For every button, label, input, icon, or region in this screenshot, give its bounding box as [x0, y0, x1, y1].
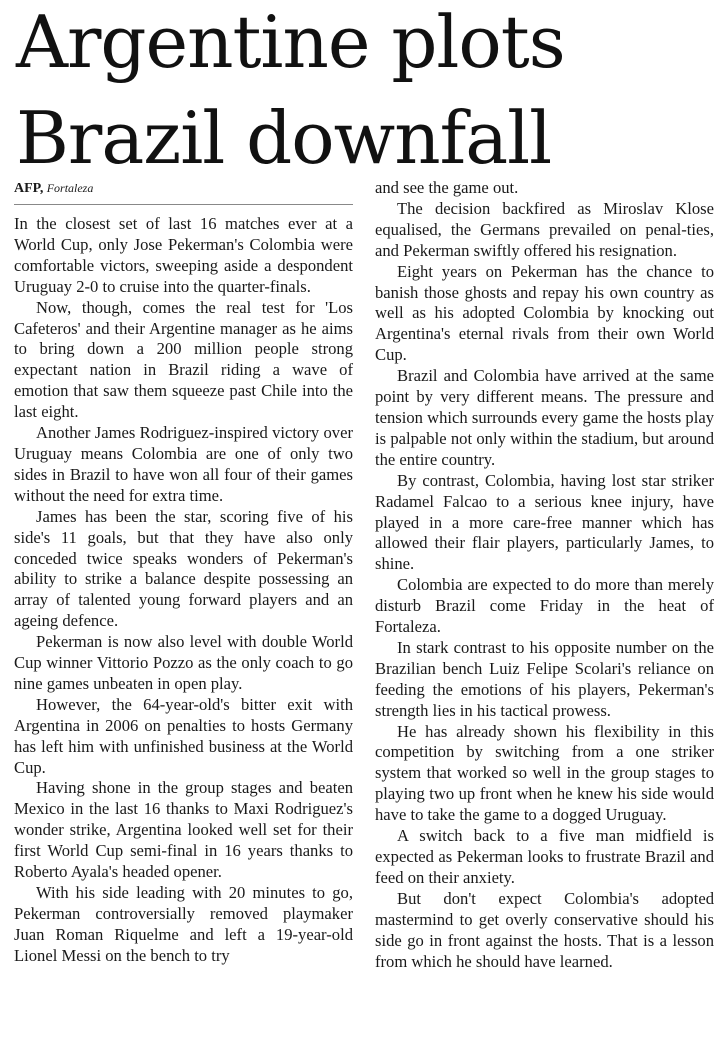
paragraph: A switch back to a five man midfield is expected as Pekerman looks to frustrate Brazil and feed on their anxiety. [375, 826, 714, 887]
paragraph: The decision backfired as Miroslav Klose equalised, the Germans prevailed on penal-ties, and Pekerman swiftly offered his resignation. [375, 198, 714, 260]
paragraph: Eight years on Pekerman has the chance to banish those ghosts and repay his own country as well as his adopted Colombia by knocking out Argentina's eternal rivals from their own World Cup. [375, 261, 714, 365]
byline [14, 180, 353, 205]
headline [16, 0, 716, 186]
headline-line-2: Brazil downfall [16, 96, 552, 180]
article-column-right [375, 178, 714, 972]
paragraph: Pekerman is now also level with double World Cup winner Vittorio Pozzo as the only coach to go nine games unbeaten in open play. [14, 632, 353, 693]
paragraph: However, the 64-year-old's bitter exit with Argentina in 2006 on penalties to hosts Germany has left him with unfinished business at the World Cup. [14, 694, 353, 777]
paragraph: James has been the star, scoring five of his side's 11 goals, but that they have also only conceded twice speaks wonders of Pekerman's ability to strike a balance despite possessing an array of talented young forward players and an ageing defence. [14, 506, 353, 631]
paragraph-continuation: and see the game out. [375, 178, 519, 197]
byline-agency: AFP, [14, 181, 44, 196]
paragraph: Now, though, comes the real test for 'Los Cafeteros' and their Argentine manager as he aims to bring down a 200 million people strong expectant nation in Brazil riding a wave of emotion that saw them squeeze past Chile into the last eight. [14, 297, 353, 422]
paragraph: He has already shown his flexibility in this competition by switching from a one striker system that worked so well in the group stages to playing two up front when he knew his side would have to take the game to a dogged Uruguay. [375, 721, 714, 825]
paragraph: But don't expect Colombia's adopted mastermind to get overly conservative should his side go in front against the hosts. That is a lesson from which he should have learned. [375, 888, 714, 971]
paragraph: Colombia are expected to do more than merely disturb Brazil come Friday in the heat of Fortaleza. [375, 575, 714, 637]
paragraph: Another James Rodriguez-inspired victory over Uruguay means Colombia are one of only two sides in Brazil to have won all four of their games without the need for extra time. [14, 423, 353, 505]
paragraph: In the closest set of last 16 matches ever at a World Cup, only Jose Pekerman's Colombia were comfortable victors, sweeping aside a despondent Uruguay 2-0 to cruise into the quarter-finals. [14, 214, 353, 296]
byline-location: Fortaleza [46, 181, 94, 195]
paragraph: With his side leading with 20 minutes to go, Pekerman controversially removed playmaker Juan Roman Riquelme and left a 19-year-old Lionel Messi on the bench to try [14, 883, 353, 965]
headline-line-1: Argentine plots [16, 0, 565, 84]
paragraph: Brazil and Colombia have arrived at the same point by very different means. The pressure and tension which surrounds every game the hosts play is palpable not only within the stadium, but around the entire country. [375, 366, 714, 469]
paragraph: Having shone in the group stages and beaten Mexico in the last 16 thanks to Maxi Rodriguez's wonder strike, Argentina looked well set for their first World Cup semi-final in 16 years thanks to Roberto Ayala's headed opener. [14, 778, 353, 882]
article-column-left [14, 214, 353, 967]
paragraph: By contrast, Colombia, having lost star striker Radamel Falcao to a serious knee injury, have played in a more care-free manner which has allowed their flair players, particularly James, to shine. [375, 470, 714, 574]
paragraph: In stark contrast to his opposite number on the Brazilian bench Luiz Felipe Scolari's reliance on feeding the emotions of his players, Pekerman's strength lies in his tactical prowess. [375, 637, 714, 720]
